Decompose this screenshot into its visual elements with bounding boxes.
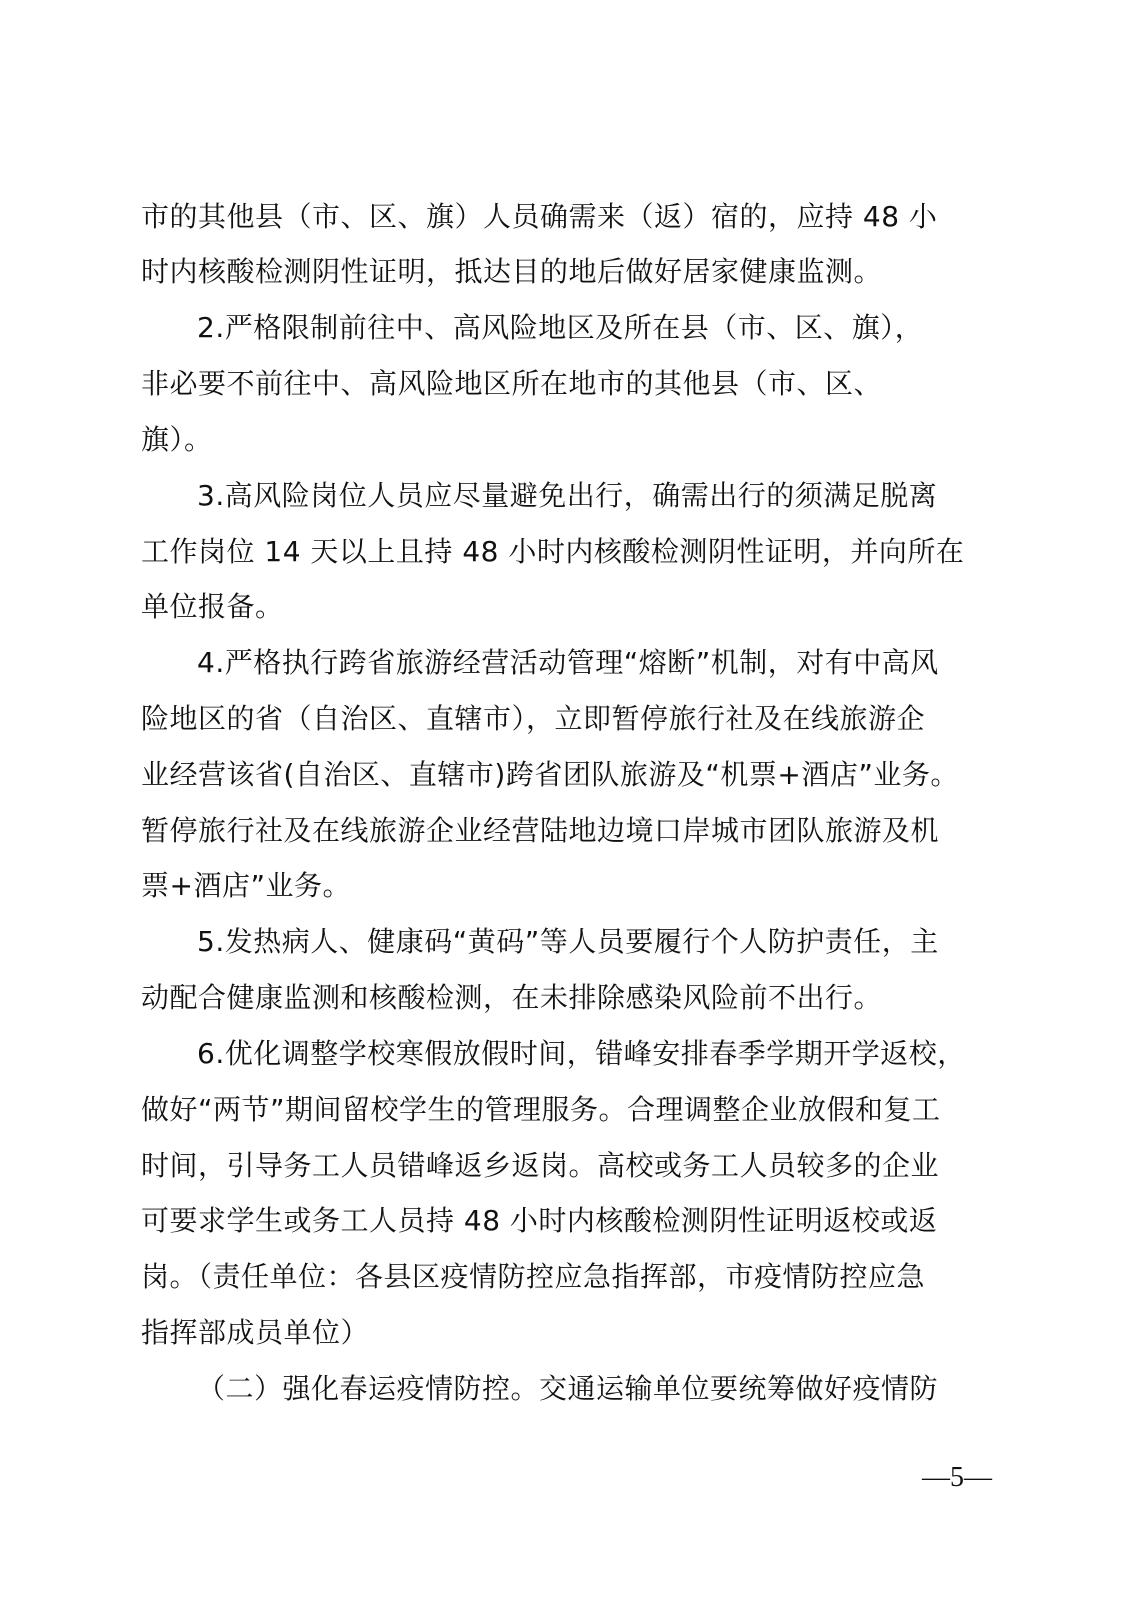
page-number: —5—: [922, 1462, 992, 1493]
text-line: 单位报备。: [141, 590, 284, 623]
text-line: 做好“两节”期间留校学生的管理服务。合理调整企业放假和复工: [141, 1093, 941, 1126]
section-heading-2: （二）强化春运疫情防控。交通运输单位要统筹做好疫情防: [197, 1372, 939, 1405]
text-line: 非必要不前往中、高风险地区所在地市的其他县（市、区、: [141, 367, 883, 400]
paragraph-item-5: 5.发热病人、健康码“黄码”等人员要履行个人防护责任，主: [197, 925, 939, 958]
text-line: 旗）。: [141, 423, 213, 456]
text-line: 暂停旅行社及在线旅游企业经营陆地边境口岸城市团队旅游及机: [141, 814, 940, 847]
paragraph-item-4: 4.严格执行跨省旅游经营活动管理“熔断”机制，对有中高风: [197, 646, 939, 679]
paragraph-item-3: 3.高风险岗位人员应尽量避免出行，确需出行的须满足脱离: [197, 479, 938, 512]
text-line: 票+酒店”业务。: [141, 869, 351, 902]
text-line: 工作岗位 14 天以上且持 48 小时内核酸检测阴性证明，并向所在: [141, 535, 965, 568]
text-line: 时间，引导务工人员错峰返乡返岗。高校或务工人员较多的企业: [141, 1149, 940, 1182]
text-line: 市的其他县（市、区、旗）人员确需来（返）宿的，应持 48 小: [141, 200, 938, 233]
paragraph-item-2: 2.严格限制前往中、高风险地区及所在县（市、区、旗），: [197, 311, 924, 344]
text-line: 岗。（责任单位：各县区疫情防控应急指挥部，市疫情防控应急: [141, 1260, 926, 1293]
text-line: 业经营该省(自治区、直辖市)跨省团队旅游及“机票+酒店”业务。: [141, 758, 959, 791]
paragraph-item-6: 6.优化调整学校寒假放假时间，错峰安排春季学期开学返校，: [197, 1037, 966, 1070]
text-line: 可要求学生或务工人员持 48 小时内核酸检测阴性证明返校或返: [141, 1204, 938, 1237]
text-line: 险地区的省（自治区、直辖市），立即暂停旅行社及在线旅游企: [141, 702, 926, 735]
text-line: 时内核酸检测阴性证明，抵达目的地后做好居家健康监测。: [141, 255, 883, 288]
text-line: 动配合健康监测和核酸检测，在未排除感染风险前不出行。: [141, 981, 883, 1014]
text-line: 指挥部成员单位）: [141, 1316, 370, 1349]
